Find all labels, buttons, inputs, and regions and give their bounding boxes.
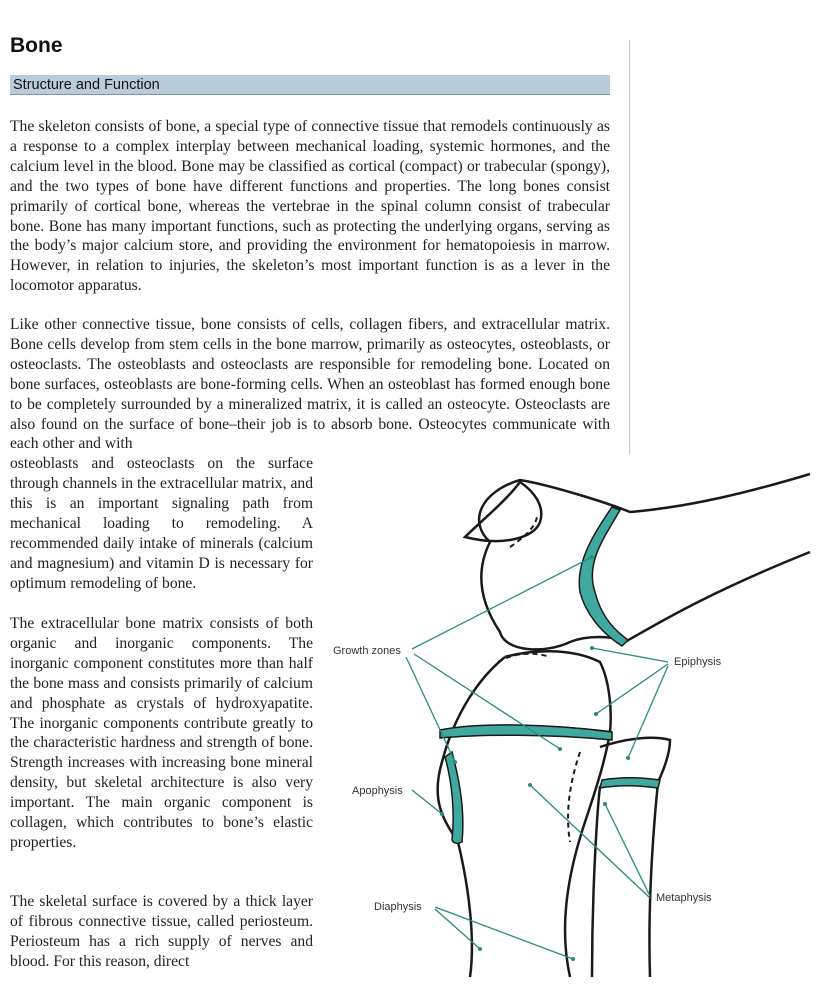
section-heading: Structure and Function bbox=[10, 75, 610, 95]
paragraph-bone-cells-wide: Like other connective tissue, bone consists of cells, collagen fibers, and extracellular matrix. Bone cells develop from stem cells in the bone marrow, primarily as osteocytes, osteoblasts, or osteoclasts. The osteoblasts and osteoclasts are responsible for remodeling bone. Located on bone surfaces, osteoblasts are bone-forming cells. When an osteoblast has formed enough bone to be completely surrounded by a mineralized matrix, it is called an osteocyte. Osteoclasts are also found on the surface of bone–their job is to absorb bone. Osteocytes communicate with each other and with bbox=[10, 316, 610, 453]
label-metaphysis: Metaphysis bbox=[656, 892, 712, 904]
label-epiphysis: Epiphysis bbox=[674, 656, 722, 668]
label-diaphysis: Diaphysis bbox=[374, 901, 422, 913]
paragraph-periosteum: The skeletal surface is covered by a thick layer of fibrous connective tissue, called periosteum. Periosteum has a rich supply of nerves and blood. For this reason, direct bbox=[10, 893, 313, 970]
fibula-growth-zone bbox=[600, 778, 660, 788]
column-divider bbox=[629, 40, 630, 454]
chapter-title: Bone bbox=[10, 34, 63, 57]
label-apophysis: Apophysis bbox=[352, 785, 403, 797]
paragraph-bone-cells-narrow: osteoblasts and osteoclasts on the surface through channels in the extracellular matrix, and this is an important signaling path from mechanical loading to remodeling. A recommended daily intake of minerals (calcium and magnesium) and vitamin D is necessary for optimum remodeling of bone. bbox=[10, 455, 313, 592]
paragraph-bone-matrix: The extracellular bone matrix consists of both organic and inorganic components. The inorganic component constitutes more than half the bone mass and consists primarily of calcium and phosphate as crystals of hydroxyapatite. The inorganic components contribute greatly to the characteristic hardness and strength of bone. Strength increases with increasing bone mineral density, but skeletal architecture is also very important. The main organic component is collagen, which contributes to bone’s elastic properties. bbox=[10, 615, 313, 851]
label-growth-zones: Growth zones bbox=[333, 645, 401, 657]
paragraph-skeleton-overview: The skeleton consists of bone, a special type of connective tissue that remodels continuously as a response to a complex interplay between mechanical loading, systemic hormones, and the calcium level in the blood. Bone may be classified as cortical (compact) or trabecular (spongy), and the two types of bone have different functions and properties. The long bones consist primarily of cortical bone, whereas the vertebrae in the spinal column consist of trabecular bone. Bone has many important functions, such as protecting the underlying organs, serving as the body’s major calcium store, and providing the environment for hematopoiesis in marrow. However, in relation to injuries, the skeleton’s most important function is as a lever in the locomotor apparatus. bbox=[10, 118, 610, 295]
knee-bone-figure bbox=[330, 462, 820, 977]
